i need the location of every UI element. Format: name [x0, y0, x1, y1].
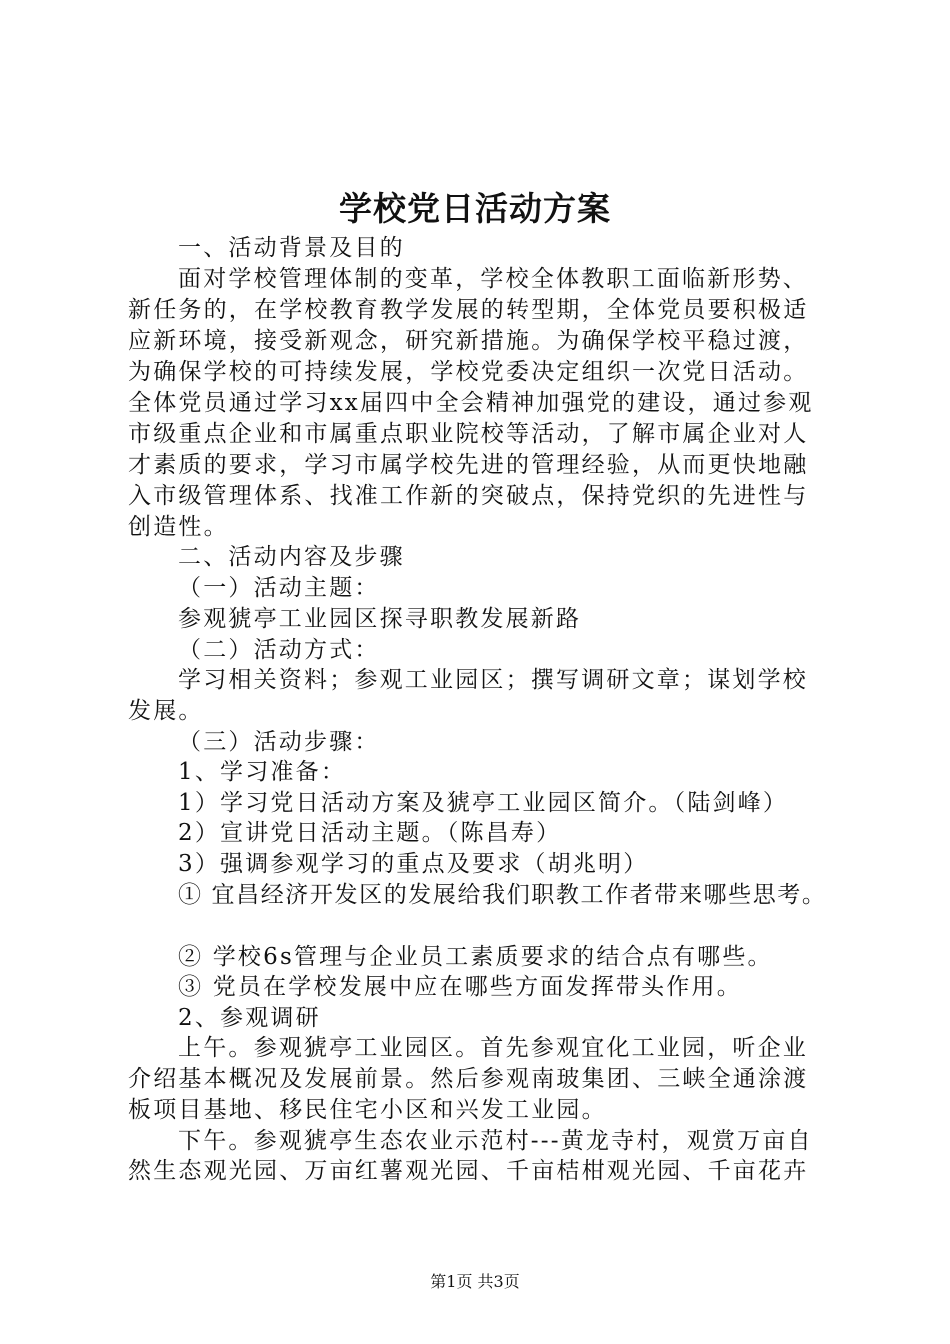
paragraph-line: 入市级管理体系、找准工作新的突破点，保持党织的先进性与 [128, 483, 809, 509]
paragraph-line: 才素质的要求，学习市属学校先进的管理经验，从而更快地融 [128, 452, 809, 478]
paragraph-line: 市级重点企业和市属重点职业院校等活动，了解市属企业对人 [128, 421, 809, 447]
section-heading: 一、活动背景及目的 [178, 235, 405, 261]
paragraph-line: 然生态观光园、万亩红薯观光园、千亩桔柑观光园、千亩花卉 [128, 1158, 809, 1184]
list-item: ① 宜昌经济开发区的发展给我们职教工作者带来哪些思考。 [178, 882, 827, 908]
subsection-heading: （二）活动方式： [178, 637, 380, 663]
subsection-heading: （三）活动步骤： [178, 729, 380, 755]
list-item: ② 学校6s管理与企业员工素质要求的结合点有哪些。 [178, 944, 773, 970]
paragraph-line: 为确保学校的可持续发展，学校党委决定组织一次党日活动。 [128, 359, 809, 385]
paragraph-line: 全体党员通过学习xx届四中全会精神加强党的建设，通过参观 [128, 390, 814, 416]
section-heading: 二、活动内容及步骤 [178, 544, 405, 570]
page-footer: 第1页 共3页 [430, 1272, 520, 1291]
list-item: 1）学习党日活动方案及猇亭工业园区简介。（陆剑峰） [178, 790, 789, 816]
list-item: 3）强调参观学习的重点及要求（胡兆明） [178, 851, 649, 877]
paragraph-line: 参观猇亭工业园区探寻职教发展新路 [178, 606, 582, 632]
document-title: 学校党日活动方案 [339, 189, 611, 228]
paragraph-line: 学习相关资料；参观工业园区；撰写调研文章；谋划学校 [178, 667, 808, 693]
paragraph-line: 应新环境，接受新观念，研究新措施。为确保学校平稳过渡， [128, 328, 809, 354]
paragraph-line: 新任务的，在学校教育教学发展的转型期，全体党员要积极适 [128, 297, 809, 323]
paragraph-line: 下午。参观猇亭生态农业示范村---黄龙寺村，观赏万亩自 [178, 1128, 813, 1154]
subsection-heading: （一）活动主题： [178, 575, 380, 601]
paragraph-line: 上午。参观猇亭工业园区。首先参观宜化工业园，听企业 [178, 1035, 808, 1061]
list-item: 2）宣讲党日活动主题。（陈昌寿） [178, 820, 562, 846]
paragraph-line: 面对学校管理体制的变革，学校全体教职工面临新形势、 [178, 266, 808, 292]
paragraph-line: 发展。 [128, 698, 204, 724]
paragraph-line: 创造性。 [128, 514, 229, 540]
list-heading: 2、参观调研 [178, 1005, 321, 1031]
paragraph-line: 板项目基地、移民住宅小区和兴发工业园。 [128, 1097, 607, 1123]
list-heading: 1、学习准备： [178, 759, 347, 785]
paragraph-line: 介绍基本概况及发展前景。然后参观南玻集团、三峡全通涂渡 [128, 1066, 809, 1092]
list-item: ③ 党员在学校发展中应在哪些方面发挥带头作用。 [178, 974, 742, 1000]
